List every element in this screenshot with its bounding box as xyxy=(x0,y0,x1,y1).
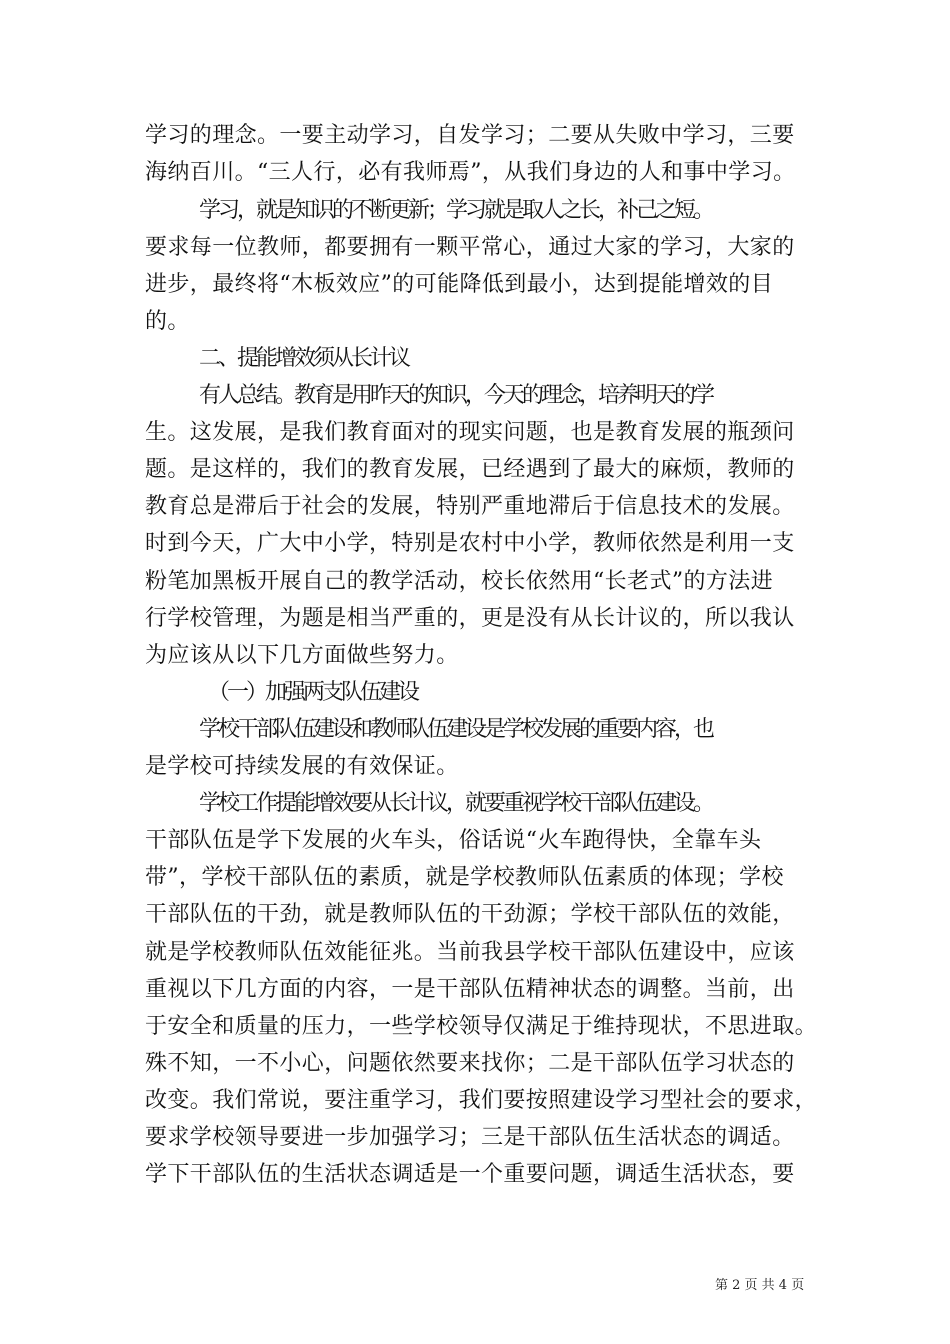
text-line: 要求每一位教师，都要拥有一颗平常心，通过大家的学习，大家的 xyxy=(145,235,795,260)
text-line: 行学校管理，为题是相当严重的，更是没有从长计议的，所以我认 xyxy=(145,606,795,631)
text-line: 教育总是滞后于社会的发展，特别严重地滞后于信息技术的发展。 xyxy=(145,494,795,519)
text-line: 有人总结。教育是用昨天的知识，今天的理念，培养明天的学 xyxy=(199,383,713,408)
text-line: 为应该从以下几方面做些努力。 xyxy=(145,643,459,668)
text-line: 海纳百川。“三人行，必有我师焉”，从我们身边的人和事中学习。 xyxy=(145,160,796,185)
text-line: 干部队伍的干劲，就是教师队伍的干劲源；学校干部队伍的效能， xyxy=(145,902,795,927)
text-line: 进步，最终将“木板效应”的可能降低到最小，达到提能增效的目 xyxy=(145,272,774,297)
page-number: 第 2 页 共 4 页 xyxy=(715,1278,805,1293)
text-line: 题。是这样的，我们的教育发展，已经遇到了最大的麻烦，教师的 xyxy=(145,457,795,482)
text-line: 带”，学校干部队伍的素质，就是学校教师队伍素质的体现；学校 xyxy=(145,865,784,890)
text-line: 是学校可持续发展的有效保证。 xyxy=(145,754,459,779)
subsection-heading: （一）加强两支队伍建设 xyxy=(208,680,418,705)
section-heading: 二、提能增效须从长计议 xyxy=(199,346,409,371)
text-line: 干部队伍是学下发展的火车头，俗话说“火车跑得快，全靠车头 xyxy=(145,828,762,853)
text-line: 于安全和质量的压力，一些学校领导仅满足于维持现状，不思进取。 xyxy=(145,1014,818,1039)
text-line: 学校工作提能增效要从长计议，就要重视学校干部队伍建设。 xyxy=(199,791,713,816)
text-line: 殊不知，一不小心，问题依然要来找你；二是干部队伍学习状态的 xyxy=(145,1051,795,1076)
text-line: 学校干部队伍建设和教师队伍建设是学校发展的重要内容，也 xyxy=(199,717,713,742)
text-line: 重视以下几方面的内容，一是干部队伍精神状态的调整。当前，出 xyxy=(145,977,795,1002)
text-line: 生。这发展，是我们教育面对的现实问题，也是教育发展的瓶颈问 xyxy=(145,420,795,445)
text-line: 改变。我们常说，要注重学习，我们要按照建设学习型社会的要求， xyxy=(145,1088,818,1113)
text-line: 粉笔加黑板开展自己的教学活动，校长依然用“长老式”的方法进 xyxy=(145,569,774,594)
text-line: 要求学校领导要进一步加强学习；三是干部队伍生活状态的调适。 xyxy=(145,1125,795,1150)
text-line: 学下干部队伍的生活状态调适是一个重要问题，调适生活状态，要 xyxy=(145,1162,795,1187)
text-line: 学习的理念。一要主动学习，自发学习；二要从失败中学习，三要 xyxy=(145,123,795,148)
text-line: 就是学校教师队伍效能征兆。当前我县学校干部队伍建设中，应该 xyxy=(145,940,795,965)
text-line: 的。 xyxy=(145,309,190,334)
text-line: 学习，就是知识的不断更新；学习就是取人之长，补己之短。 xyxy=(199,198,713,223)
text-line: 时到今天，广大中小学，特别是农村中小学，教师依然是利用一支 xyxy=(145,531,795,556)
